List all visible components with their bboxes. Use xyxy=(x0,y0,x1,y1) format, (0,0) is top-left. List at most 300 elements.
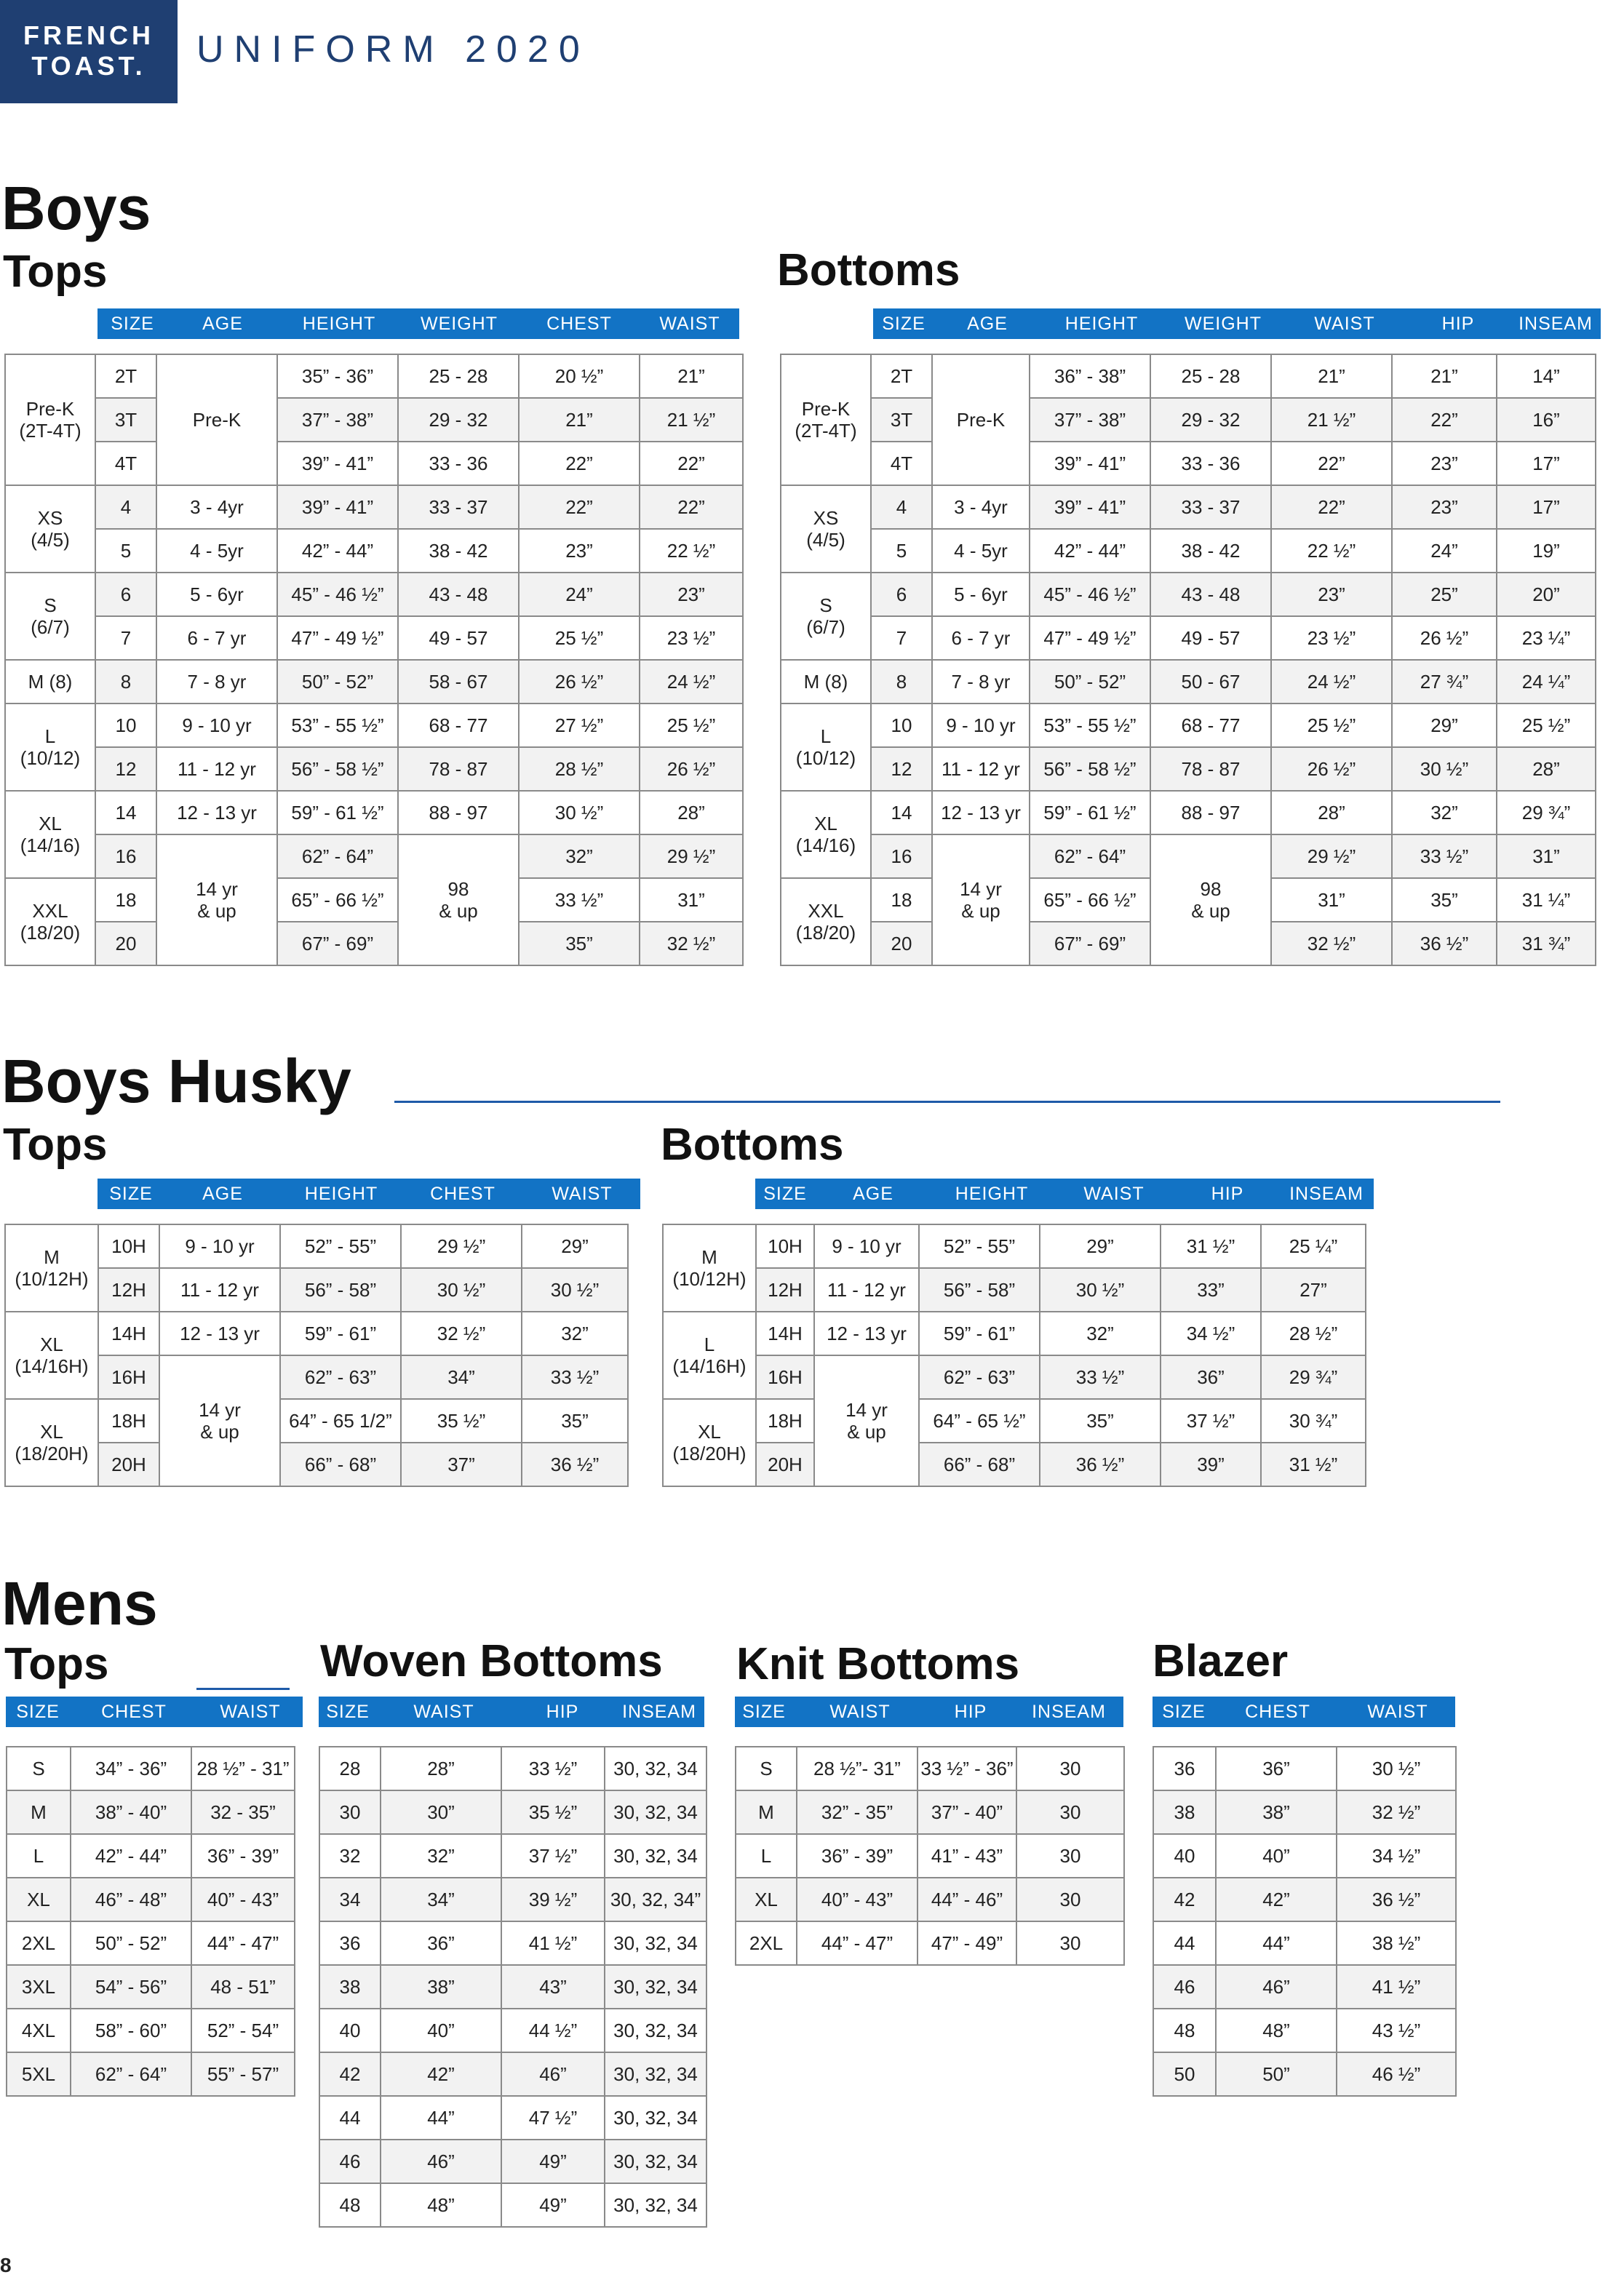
table-cell: 21” xyxy=(1271,354,1392,398)
table-cell: 30 xyxy=(1016,1747,1124,1790)
size-group: M (10/12H) xyxy=(663,1224,756,1312)
table-cell: 56” - 58” xyxy=(919,1268,1040,1312)
table-cell: 10H xyxy=(756,1224,814,1268)
table-cell: 39 ½” xyxy=(501,1878,605,1921)
table-row xyxy=(1153,1878,1456,1921)
table-cell: 24 ½” xyxy=(640,660,743,703)
table-cell: 31 ¼” xyxy=(1497,878,1596,922)
table-cell: 21” xyxy=(640,354,743,398)
table-cell: 55” - 57” xyxy=(191,2052,295,2096)
table-cell: 36” xyxy=(381,1921,501,1965)
size-group: XL (14/16) xyxy=(781,791,871,878)
table-row xyxy=(5,1268,628,1312)
table-cell: 65” - 66 ½” xyxy=(277,878,398,922)
column-header: INSEAM xyxy=(1518,314,1593,334)
table-cell: 40” xyxy=(1216,1834,1337,1878)
table-cell: 59” - 61 ½” xyxy=(277,791,398,834)
table-cell: 66” - 68” xyxy=(919,1443,1040,1486)
mens_tops-header xyxy=(6,1697,303,1727)
column-header: HEIGHT xyxy=(955,1184,1029,1204)
table-cell: 14” xyxy=(1497,354,1596,398)
column-header: WAIST xyxy=(220,1702,281,1722)
table-cell: 30 ¾” xyxy=(1261,1399,1366,1443)
size-group: Pre-K (2T-4T) xyxy=(781,354,871,485)
size-group: L (10/12) xyxy=(5,703,95,791)
table-row xyxy=(781,791,1596,834)
column-header: WAIST xyxy=(659,314,720,334)
table-cell: 34” xyxy=(381,1878,501,1921)
size-group: 4 - 5yr xyxy=(156,529,277,573)
table-row xyxy=(663,1268,1366,1312)
table-cell: 48 - 51” xyxy=(191,1965,295,2009)
table-cell: 34” - 36” xyxy=(71,1747,191,1790)
section-mens: Mens xyxy=(1,1569,158,1638)
table-cell: 31 ¾” xyxy=(1497,922,1596,965)
table-cell: 42” - 44” xyxy=(277,529,398,573)
table-cell: 30 ½” xyxy=(519,791,640,834)
table-row xyxy=(781,616,1596,660)
table-cell: 29 ¾” xyxy=(1261,1355,1366,1399)
table-cell: 36 ½” xyxy=(1337,1878,1456,1921)
logo-line-2: TOAST. xyxy=(31,51,146,81)
table-cell: 28 ½” xyxy=(519,747,640,791)
table-cell: 88 - 97 xyxy=(398,791,519,834)
table-cell: 5XL xyxy=(7,2052,71,2096)
table-cell: 35” xyxy=(1040,1399,1161,1443)
table-cell: 12 xyxy=(95,747,156,791)
table-row xyxy=(319,1834,706,1878)
table-cell: 39” - 41” xyxy=(277,485,398,529)
table-cell: 43 - 48 xyxy=(1150,573,1271,616)
table-cell: 41” - 43” xyxy=(918,1834,1016,1878)
table-cell: 43 - 48 xyxy=(398,573,519,616)
column-header: HIP xyxy=(954,1702,987,1722)
table-cell: 30” xyxy=(381,1790,501,1834)
table-cell: 41 ½” xyxy=(1337,1965,1456,2009)
column-header: HEIGHT xyxy=(302,314,376,334)
table-cell: 36 ½” xyxy=(1040,1443,1161,1486)
table-cell: 4 xyxy=(871,485,932,529)
size-group: 12 - 13 yr xyxy=(932,791,1030,834)
table-cell: 47 ½” xyxy=(501,2096,605,2140)
table-cell: 30, 32, 34 xyxy=(605,2183,706,2227)
column-header: SIZE xyxy=(16,1702,60,1722)
size-group: 7 - 8 yr xyxy=(156,660,277,703)
husky_tops-grid xyxy=(4,1224,629,1487)
table-row xyxy=(1153,2009,1456,2052)
table-cell: 29 - 32 xyxy=(1150,398,1271,442)
table-cell: 20H xyxy=(756,1443,814,1486)
table-cell: XL xyxy=(7,1878,71,1921)
table-cell: 32 xyxy=(319,1834,381,1878)
table-row xyxy=(7,1834,295,1878)
boys_bottoms-header xyxy=(873,308,1601,339)
table-row xyxy=(5,529,743,573)
table-cell: 31 ½” xyxy=(1261,1443,1366,1486)
table-cell: 46” - 48” xyxy=(71,1878,191,1921)
size-group: Pre-K xyxy=(156,354,277,485)
table-row xyxy=(781,703,1596,747)
table-cell: 4 xyxy=(95,485,156,529)
table-cell: 35 ½” xyxy=(401,1399,522,1443)
table-cell: 25 ¼” xyxy=(1261,1224,1366,1268)
table-row xyxy=(319,2183,706,2227)
table-cell: 30 ½” xyxy=(1040,1268,1161,1312)
table-row xyxy=(5,834,743,878)
table-cell: 14 xyxy=(95,791,156,834)
table-row xyxy=(5,878,743,922)
mens_blazer-grid xyxy=(1153,1746,1457,2097)
table-cell: 46” xyxy=(381,2140,501,2183)
table-cell: 49” xyxy=(501,2140,605,2183)
table-cell: 30, 32, 34 xyxy=(605,2140,706,2183)
column-header: HIP xyxy=(1441,314,1475,334)
table-cell: 34 ½” xyxy=(1337,1834,1456,1878)
table-cell: 56” - 58 ½” xyxy=(1030,747,1150,791)
table-cell: 44” - 47” xyxy=(797,1921,918,1965)
table-cell: 30, 32, 34 xyxy=(605,2009,706,2052)
table-cell: 29” xyxy=(1392,703,1497,747)
husky_tops-header xyxy=(97,1179,640,1209)
table-cell: 33 ½” xyxy=(522,1355,628,1399)
table-row xyxy=(663,1312,1366,1355)
table-cell: 23” xyxy=(640,573,743,616)
table-cell: 31” xyxy=(640,878,743,922)
table-row xyxy=(781,660,1596,703)
page-number: 8 xyxy=(0,2254,12,2276)
mens_tops-grid xyxy=(6,1746,295,2097)
table-cell: 29 ½” xyxy=(401,1224,522,1268)
table-cell: 28 xyxy=(319,1747,381,1790)
table-cell: 67” - 69” xyxy=(277,922,398,965)
table-cell: 37” - 38” xyxy=(277,398,398,442)
table-cell: 38 - 42 xyxy=(398,529,519,573)
table-cell: 22” xyxy=(519,485,640,529)
table-cell: 38” xyxy=(1216,1790,1337,1834)
table-cell: 34 ½” xyxy=(1161,1312,1261,1355)
table-cell: 12H xyxy=(98,1268,159,1312)
table-cell: 30 ½” xyxy=(1337,1747,1456,1790)
table-cell: 45” - 46 ½” xyxy=(1030,573,1150,616)
column-header: CHEST xyxy=(546,314,612,334)
section-divider xyxy=(394,1101,1500,1103)
table-cell: 49 - 57 xyxy=(1150,616,1271,660)
table-cell: 22” xyxy=(640,485,743,529)
table-cell: 30 xyxy=(1016,1790,1124,1834)
table-cell: 18H xyxy=(756,1399,814,1443)
column-header: WEIGHT xyxy=(1185,314,1262,334)
table-cell: 30 xyxy=(1016,1878,1124,1921)
table-cell: 50” - 52” xyxy=(71,1921,191,1965)
table-cell: 62” - 64” xyxy=(277,834,398,878)
table-cell: 41 ½” xyxy=(501,1921,605,1965)
size-group: XXL (18/20) xyxy=(5,878,95,965)
size-group: 9 - 10 yr xyxy=(932,703,1030,747)
table-cell: 32 ½” xyxy=(1337,1790,1456,1834)
table-cell: 32” xyxy=(522,1312,628,1355)
table-row xyxy=(781,529,1596,573)
table-cell: 29” xyxy=(1040,1224,1161,1268)
size-group: 14 yr & up xyxy=(159,1355,280,1486)
table-cell: 10 xyxy=(95,703,156,747)
size-group: 14 yr & up xyxy=(156,834,277,965)
table-cell: 31 ½” xyxy=(1161,1224,1261,1268)
table-row xyxy=(736,1921,1124,1965)
table-cell: 23 ½” xyxy=(640,616,743,660)
table-cell: 30, 32, 34 xyxy=(605,2096,706,2140)
column-header: HEIGHT xyxy=(304,1184,378,1204)
table-row xyxy=(781,398,1596,442)
table-row xyxy=(319,1790,706,1834)
table-cell: 62” - 63” xyxy=(919,1355,1040,1399)
table-row xyxy=(663,1443,1366,1486)
table-cell: 27” xyxy=(1261,1268,1366,1312)
table-cell: 43 ½” xyxy=(1337,2009,1456,2052)
table-cell: 36” - 39” xyxy=(191,1834,295,1878)
husky-tops-title: Tops xyxy=(3,1120,108,1170)
table-cell: 45” - 46 ½” xyxy=(277,573,398,616)
table-row xyxy=(1153,1747,1456,1790)
table-row xyxy=(319,1965,706,2009)
table-cell: 27 ¾” xyxy=(1392,660,1497,703)
table-cell: 16H xyxy=(756,1355,814,1399)
table-cell: 78 - 87 xyxy=(1150,747,1271,791)
table-row xyxy=(5,1443,628,1486)
table-row xyxy=(319,2140,706,2183)
table-cell: 53” - 55 ½” xyxy=(1030,703,1150,747)
table-cell: 25 ½” xyxy=(1271,703,1392,747)
table-cell: 42” xyxy=(1216,1878,1337,1921)
table-cell: 26 ½” xyxy=(1271,747,1392,791)
table-cell: 32” - 35” xyxy=(797,1790,918,1834)
table-cell: 3T xyxy=(95,398,156,442)
table-cell: 35” - 36” xyxy=(277,354,398,398)
size-group: XL (14/16H) xyxy=(5,1312,98,1399)
size-group: XS (4/5) xyxy=(781,485,871,573)
table-cell: 36 xyxy=(1153,1747,1216,1790)
table-cell: 47” - 49” xyxy=(918,1921,1016,1965)
table-cell: 2XL xyxy=(7,1921,71,1965)
table-row xyxy=(5,1355,628,1399)
table-cell: 49 - 57 xyxy=(398,616,519,660)
table-cell: 30 ½” xyxy=(522,1268,628,1312)
table-cell: 16 xyxy=(871,834,932,878)
table-cell: 32” xyxy=(519,834,640,878)
table-row xyxy=(7,1747,295,1790)
table-row xyxy=(319,2052,706,2096)
table-row xyxy=(1153,1965,1456,2009)
table-row xyxy=(736,1790,1124,1834)
table-cell: 22” xyxy=(1271,485,1392,529)
table-cell: 56” - 58 ½” xyxy=(277,747,398,791)
table-cell: 24 ½” xyxy=(1271,660,1392,703)
table-cell: 32 ½” xyxy=(401,1312,522,1355)
size-group: 14 yr & up xyxy=(814,1355,919,1486)
table-cell: 23 ½” xyxy=(1271,616,1392,660)
table-cell: 44” xyxy=(381,2096,501,2140)
mens_knit-header xyxy=(735,1697,1123,1727)
table-cell: 18 xyxy=(95,878,156,922)
size-group: 11 - 12 yr xyxy=(156,747,277,791)
size-group: 12 - 13 yr xyxy=(159,1312,280,1355)
column-header: SIZE xyxy=(763,1184,807,1204)
table-row xyxy=(7,1878,295,1921)
mens-woven-title: Woven Bottoms xyxy=(320,1636,663,1686)
table-row xyxy=(5,703,743,747)
column-header: INSEAM xyxy=(622,1702,696,1722)
table-cell: 21” xyxy=(519,398,640,442)
table-cell: 33 - 36 xyxy=(1150,442,1271,485)
size-group: 11 - 12 yr xyxy=(932,747,1030,791)
table-cell: 26 ½” xyxy=(1392,616,1497,660)
column-header: CHEST xyxy=(101,1702,167,1722)
mens_woven-grid xyxy=(319,1746,707,2228)
table-cell: 29 ¾” xyxy=(1497,791,1596,834)
table-cell: 24” xyxy=(519,573,640,616)
table-cell: 17” xyxy=(1497,485,1596,529)
mens_blazer-header xyxy=(1153,1697,1455,1727)
table-row xyxy=(663,1355,1366,1399)
table-row xyxy=(736,1834,1124,1878)
table-cell: 65” - 66 ½” xyxy=(1030,878,1150,922)
husky_bottoms-header xyxy=(755,1179,1374,1209)
table-cell: 42 xyxy=(1153,1878,1216,1921)
table-cell: 2T xyxy=(95,354,156,398)
table-cell: 38 - 42 xyxy=(1150,529,1271,573)
table-cell: 22” xyxy=(1271,442,1392,485)
mens_woven-header xyxy=(319,1697,704,1727)
table-cell: 12H xyxy=(756,1268,814,1312)
table-cell: 50 xyxy=(1153,2052,1216,2096)
table-cell: M xyxy=(7,1790,71,1834)
table-cell: 20 xyxy=(871,922,932,965)
table-cell: L xyxy=(736,1834,797,1878)
table-cell: 2XL xyxy=(736,1921,797,1965)
table-cell: 62” - 64” xyxy=(71,2052,191,2096)
size-group: L (10/12) xyxy=(781,703,871,791)
table-cell: 28” xyxy=(381,1747,501,1790)
table-row xyxy=(5,398,743,442)
column-header: WAIST xyxy=(552,1184,613,1204)
table-cell: 12 xyxy=(871,747,932,791)
table-cell: 36 ½” xyxy=(522,1443,628,1486)
table-cell: S xyxy=(7,1747,71,1790)
column-header: WEIGHT xyxy=(421,314,498,334)
size-group: 5 - 6yr xyxy=(932,573,1030,616)
table-cell: 38 ½” xyxy=(1337,1921,1456,1965)
table-cell: 35” xyxy=(519,922,640,965)
table-row xyxy=(781,354,1596,398)
table-row xyxy=(1153,2052,1456,2096)
table-row xyxy=(7,1790,295,1834)
table-cell: 14H xyxy=(98,1312,159,1355)
size-group: 11 - 12 yr xyxy=(159,1268,280,1312)
column-header: WAIST xyxy=(829,1702,891,1722)
size-group: M (8) xyxy=(781,660,871,703)
size-group: 7 - 8 yr xyxy=(932,660,1030,703)
size-group: XL (14/16) xyxy=(5,791,95,878)
table-cell: 10H xyxy=(98,1224,159,1268)
table-cell: 2T xyxy=(871,354,932,398)
table-cell: 43” xyxy=(501,1965,605,2009)
table-cell: 59” - 61” xyxy=(919,1312,1040,1355)
table-row xyxy=(5,485,743,529)
boys_tops-header xyxy=(97,308,739,339)
size-group: 98 & up xyxy=(1150,834,1271,965)
table-cell: 29 - 32 xyxy=(398,398,519,442)
size-group: 3 - 4yr xyxy=(156,485,277,529)
table-cell: 25” xyxy=(1392,573,1497,616)
table-cell: 39” xyxy=(1161,1443,1261,1486)
table-cell: 42” - 44” xyxy=(1030,529,1150,573)
table-cell: 44 xyxy=(1153,1921,1216,1965)
table-row xyxy=(319,1921,706,1965)
table-cell: 64” - 65 1/2” xyxy=(280,1399,401,1443)
table-cell: 22” xyxy=(640,442,743,485)
table-cell: 50” - 52” xyxy=(277,660,398,703)
table-cell: 23” xyxy=(1271,573,1392,616)
table-row xyxy=(736,1747,1124,1790)
table-row xyxy=(319,1878,706,1921)
table-cell: 30 xyxy=(319,1790,381,1834)
table-cell: XL xyxy=(736,1878,797,1921)
table-cell: 36” xyxy=(1216,1747,1337,1790)
size-group: Pre-K xyxy=(932,354,1030,485)
table-cell: 33 ½” xyxy=(1392,834,1497,878)
table-cell: 7 xyxy=(95,616,156,660)
boys-tops-title: Tops xyxy=(3,247,108,297)
table-cell: 30, 32, 34 xyxy=(605,1747,706,1790)
table-cell: 44” xyxy=(1216,1921,1337,1965)
table-cell: 50” xyxy=(1216,2052,1337,2096)
table-cell: 30 ½” xyxy=(1392,747,1497,791)
table-cell: 30 ½” xyxy=(401,1268,522,1312)
table-cell: 30, 32, 34 xyxy=(605,2052,706,2096)
table-cell: 4T xyxy=(95,442,156,485)
table-cell: 42” - 44” xyxy=(71,1834,191,1878)
size-group: XL (18/20H) xyxy=(5,1399,98,1486)
table-cell: 25 ½” xyxy=(519,616,640,660)
table-cell: 36” - 39” xyxy=(797,1834,918,1878)
table-cell: 48” xyxy=(1216,2009,1337,2052)
table-row xyxy=(5,747,743,791)
size-group: 4 - 5yr xyxy=(932,529,1030,573)
table-cell: 16” xyxy=(1497,398,1596,442)
boys_bottoms-grid xyxy=(780,354,1596,966)
table-cell: 32 ½” xyxy=(1271,922,1392,965)
size-group: 98 & up xyxy=(398,834,519,965)
table-cell: 39” - 41” xyxy=(1030,485,1150,529)
column-header: SIZE xyxy=(326,1702,370,1722)
table-cell: 22 ½” xyxy=(1271,529,1392,573)
size-group: XS (4/5) xyxy=(5,485,95,573)
table-row xyxy=(319,2096,706,2140)
table-cell: 39” - 41” xyxy=(277,442,398,485)
size-group: 12 - 13 yr xyxy=(156,791,277,834)
table-cell: 46” xyxy=(1216,1965,1337,2009)
column-header: WAIST xyxy=(1083,1184,1145,1204)
table-row xyxy=(781,834,1596,878)
table-cell: 32 - 35” xyxy=(191,1790,295,1834)
table-cell: 42 xyxy=(319,2052,381,2096)
table-cell: L xyxy=(7,1834,71,1878)
table-cell: 52” - 54” xyxy=(191,2009,295,2052)
table-cell: 28” xyxy=(640,791,743,834)
table-cell: 40 xyxy=(319,2009,381,2052)
table-cell: 23” xyxy=(1392,485,1497,529)
table-cell: 37 ½” xyxy=(501,1834,605,1878)
table-cell: 29 ½” xyxy=(640,834,743,878)
